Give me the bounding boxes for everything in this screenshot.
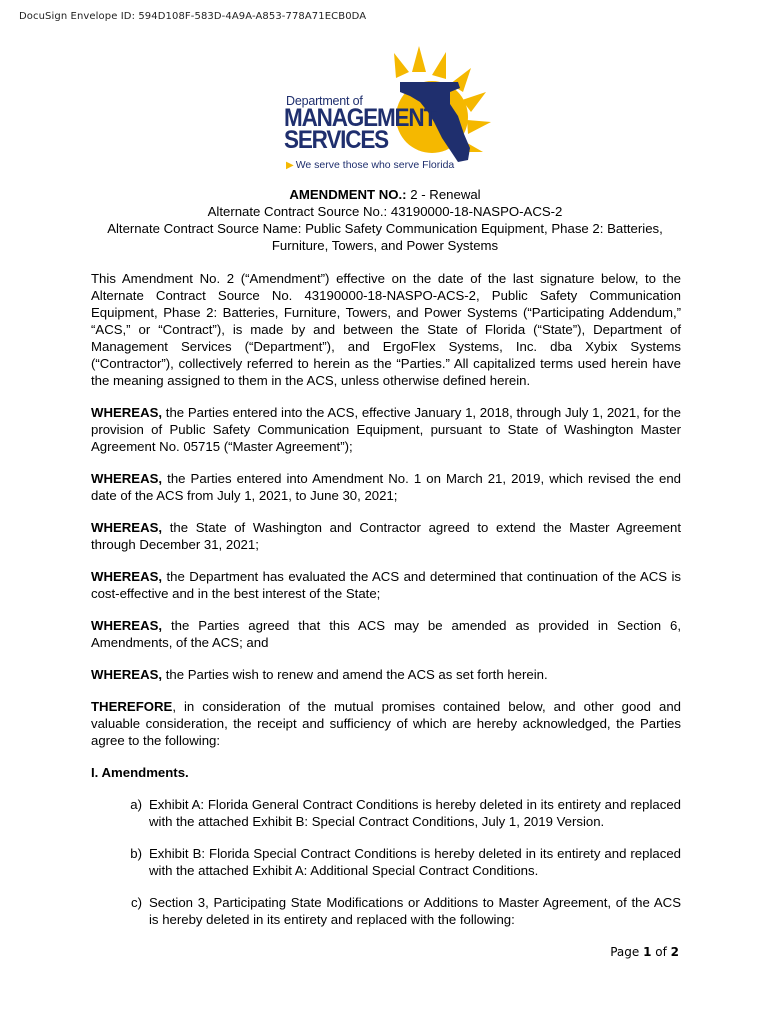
whereas-label: WHEREAS, [91, 618, 163, 633]
dms-logo [282, 42, 522, 177]
whereas-label: WHEREAS, [91, 520, 163, 535]
amendment-label: AMENDMENT NO.: [289, 187, 407, 202]
list-marker: b) [130, 846, 142, 861]
source-name: Alternate Contract Source Name: Public Safety Communication Equipment, Phase 2: Batteries, Furniture, Towers, and Power Systems [107, 221, 663, 253]
therefore-paragraph [91, 698, 681, 749]
list-item [91, 845, 681, 879]
therefore-text: , in consideration of the mutual promises contained below, and other good and valuable consideration, the receipt and sufficiency of which are hereby acknowledged, the Parties agree to the following: [91, 699, 681, 748]
logo-tagline-text: We serve those who serve Florida [295, 159, 455, 171]
triangle-icon: ▶ [286, 160, 294, 171]
logo-tagline [286, 159, 454, 171]
whereas-paragraph [91, 519, 681, 553]
whereas-paragraph [91, 666, 681, 683]
whereas-text: the Parties agreed that this ACS may be amended as provided in Section 6, Amendments, of the ACS; and [91, 618, 681, 650]
list-marker: c) [131, 895, 142, 910]
list-item-text: Section 3, Participating State Modifications or Additions to Master Agreement, of the ACS is hereby deleted in its entirety and replaced with the following: [149, 895, 681, 927]
logo-management: MANAGEMENT [284, 104, 437, 132]
list-item-text: Exhibit A: Florida General Contract Conditions is hereby deleted in its entirety and replaced with the attached Exhibit B: Special Contract Conditions, July 1, 2019 Version. [149, 797, 681, 829]
list-marker: a) [130, 797, 142, 812]
amendment-heading [80, 186, 690, 254]
whereas-paragraph [91, 617, 681, 651]
therefore-label: THEREFORE [91, 699, 173, 714]
logo-department-of: Department of [286, 94, 363, 108]
page-number [610, 945, 679, 959]
docusign-envelope-id: DocuSign Envelope ID: 594D108F-583D-4A9A-A853-778A71ECB0DA [19, 11, 367, 22]
section-title: I. Amendments. [91, 765, 189, 780]
page-prefix: Page [610, 945, 644, 959]
source-number: Alternate Contract Source No.: 43190000-18-NASPO-ACS-2 [207, 204, 563, 219]
whereas-paragraph [91, 568, 681, 602]
list-item [91, 796, 681, 830]
whereas-label: WHEREAS, [91, 667, 163, 682]
intro-paragraph: This Amendment No. 2 (“Amendment”) effective on the date of the last signature below, to the Alternate Contract Source No. 43190000-18-NASPO-ACS-2, Public Safety Communication Equipment, Phase 2: Batteries, Furniture, Towers, and Power Systems (“Participating Addendum,” “ACS,” or “Contract”), is made by and between the State of Florida (“State”), Department of Management Services (“Department”), and ErgoFlex Systems, Inc. dba Xybix Systems (“Contractor”), collectively referred to herein as the “Parties.” All capitalized terms used herein have the meaning assigned to them in the ACS, unless otherwise defined herein. [91, 271, 681, 388]
whereas-text: the Parties wish to renew and amend the ACS as set forth herein. [162, 667, 548, 682]
whereas-text: the State of Washington and Contractor agreed to extend the Master Agreement through December 31, 2021; [91, 520, 681, 552]
document-body [91, 270, 681, 943]
whereas-label: WHEREAS, [91, 471, 163, 486]
whereas-text: the Department has evaluated the ACS and determined that continuation of the ACS is cost-effective and in the best interest of the State; [91, 569, 681, 601]
whereas-paragraph [91, 404, 681, 455]
list-item-text: Exhibit B: Florida Special Contract Conditions is hereby deleted in its entirety and replaced with the attached Exhibit A: Additional Special Contract Conditions. [149, 846, 681, 878]
page-middle: of [651, 945, 671, 959]
whereas-paragraph [91, 470, 681, 504]
whereas-text: the Parties entered into Amendment No. 1 on March 21, 2019, which revised the end date of the ACS from July 1, 2021, to June 30, 2021; [91, 471, 681, 503]
amendment-value: 2 - Renewal [406, 187, 481, 202]
amendment-number [80, 186, 690, 203]
whereas-label: WHEREAS, [91, 569, 163, 584]
page-current: 1 [643, 945, 652, 959]
list-item [91, 894, 681, 928]
whereas-text: the Parties entered into the ACS, effective January 1, 2018, through July 1, 2021, for the provision of Public Safety Communication Equipment, pursuant to State of Washington Master Agreement No. 05715 (“Master Agreement”); [91, 405, 681, 454]
page-total: 2 [670, 945, 679, 959]
logo-services: SERVICES [284, 126, 389, 154]
whereas-label: WHEREAS, [91, 405, 163, 420]
